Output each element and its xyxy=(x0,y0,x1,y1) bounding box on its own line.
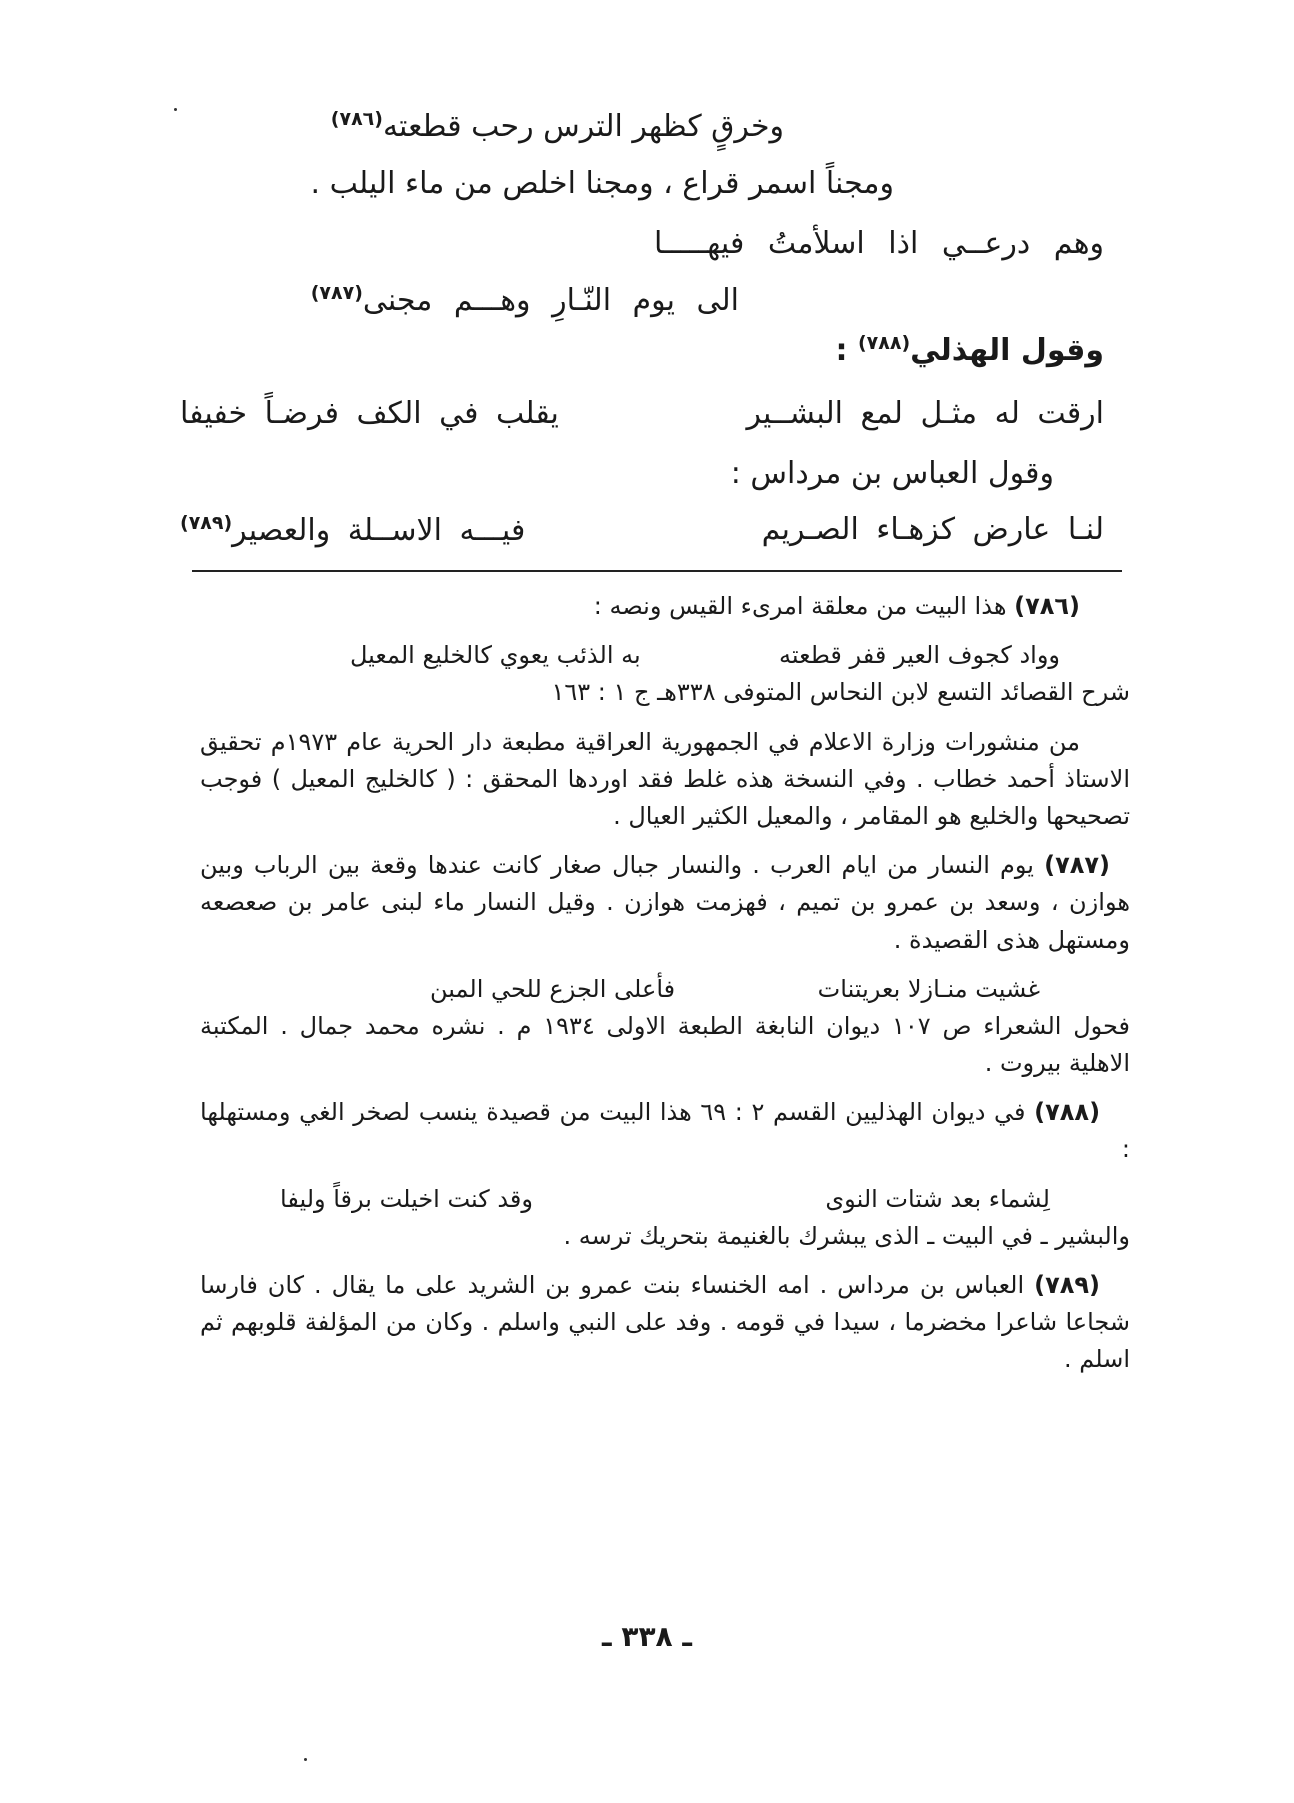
scan-speck xyxy=(174,108,177,111)
poem-line-5-tail: : xyxy=(835,333,858,368)
footnote-786 xyxy=(200,588,1130,625)
poem-line-8-hemistich-1: لنـا عارض كزهـاء الصـريم xyxy=(761,512,1104,547)
poem-line-6-hemistich-1: ارقت له مثـل لمع البشــير xyxy=(746,396,1104,431)
page-number: ـ ٣٣٨ ـ xyxy=(602,1620,692,1653)
footnote-788-verse-2: وقد كنت اخيلت برقاً وليفا xyxy=(280,1184,533,1213)
footnote-ref-787: (٧٨٧) xyxy=(310,282,363,304)
footnote-787-verse-2: فأعلى الجزع للحي المبن xyxy=(430,974,676,1003)
poem-line-7-text: وقول العباس بن مرداس : xyxy=(730,456,1054,491)
footnote-789 xyxy=(200,1267,1130,1379)
footnote-ref-788: (٧٨٨) xyxy=(857,332,911,354)
footnote-788-text: في ديوان الهذليين القسم ٢ : ٦٩ هذا البيت من قصيدة ينسب لصخر الغي ومستهلها : xyxy=(200,1098,1130,1164)
footnote-788-verse xyxy=(200,1181,1130,1218)
footnote-789-number: (٧٨٩) xyxy=(1034,1271,1100,1299)
poem-line-3 xyxy=(654,226,1104,262)
poem-line-6 xyxy=(180,396,1104,432)
poem-line-1-text: وخرقٍ كظهر الترس رحب قطعته xyxy=(382,109,784,144)
footnote-786-verse-1: وواد كجوف العير قفر قطعته xyxy=(779,641,1060,670)
footnote-787-number: (٧٨٧) xyxy=(1044,851,1110,880)
poem-line-8-hemistich-2 xyxy=(180,512,525,549)
footnote-788-verse-1: لِشماء بعد شتات النوى xyxy=(825,1184,1050,1213)
poem-line-8 xyxy=(180,512,1104,549)
footnote-787 xyxy=(200,847,1130,959)
footnote-788-number: (٧٨٨) xyxy=(1034,1098,1101,1127)
poem-line-2-text: ومجناً اسمر قراع ، ومجنا اخلص من ماء اليلب . xyxy=(310,166,894,201)
poem-line-4-text: الى يوم النّـارِ وهـــم مجنى xyxy=(362,283,739,318)
scan-speck xyxy=(304,1758,307,1761)
footnote-788-explanation: والبشير ـ في البيت ـ الذى يبشرك بالغنيمة بتحريك ترسه . xyxy=(563,1221,1130,1250)
poem-line-5 xyxy=(836,332,1105,369)
footnote-787-verse-1: غشيت منـازلا بعريتنات xyxy=(817,974,1040,1003)
footnote-ref-789: (٧٨٩) xyxy=(180,512,233,534)
footnote-ref-786: (٧٨٦) xyxy=(330,108,383,130)
poem-line-1 xyxy=(331,108,784,145)
footnote-788 xyxy=(200,1094,1130,1168)
footnote-787-verse xyxy=(200,971,1130,1008)
poem-line-5-text: وقول الهذلي xyxy=(910,333,1104,368)
poem-line-7 xyxy=(731,456,1054,492)
footnote-786-source: شرح القصائد التسع لابن النحاس المتوفى ٣٣٨هـ ج ١ : ١٦٣ xyxy=(551,678,1130,707)
poem-line-2 xyxy=(311,166,894,202)
poem-line-8-hemistich-2-text: فيـــه الاســلة والعصير xyxy=(232,513,526,548)
footnote-786-verse-2: به الذئب يعوي كالخليع المعيل xyxy=(350,641,641,670)
footnote-786-text: هذا البيت من معلقة امرىء القيس ونصه : xyxy=(593,592,1015,620)
footnote-divider xyxy=(192,570,1122,572)
footnote-789-text: العباس بن مرداس . امه الخنساء بنت عمرو بن الشريد على ما يقال . كان فارسا شجاعا شاعرا مخضرما ، سيدا في قومه . وفد على النبي واسلم . وكان من المؤلفة قلوبهم ثم اسلم . xyxy=(200,1271,1130,1374)
poem-line-6-hemistich-2: يقلب في الكف فرضـاً خفيفا xyxy=(180,396,559,431)
footnote-786-verse xyxy=(200,637,1130,674)
footnote-787-text: يوم النسار من ايام العرب . والنسار جبال صغار كانت عندها وقعة بين الرباب وبين هوازن ، وسعد بن عمرو بن تميم ، فهزمت هوازن . وقيل النسار ماء لبنى عامر بن صعصعه ومستهل هذى القصيدة . xyxy=(200,851,1130,954)
poem-line-4 xyxy=(311,282,739,319)
footnote-786-publication: من منشورات وزارة الاعلام في الجمهورية العراقية مطبعة دار الحرية عام ١٩٧٣م تحقيق الاستاذ أحمد خطاب . وفي النسخة هذه غلط فقد اوردها المحقق : ( كالخليج المعيل ) فوجب تصحيحها والخليع هو المقامر ، والمعيل الكثير العيال . xyxy=(200,727,1130,830)
footnotes xyxy=(200,588,1130,1391)
poem-line-3-text: وهم درعــي اذا اسلأمتُ فيهـــــا xyxy=(654,226,1104,261)
footnote-786-number: (٧٨٦) xyxy=(1014,592,1080,620)
footnote-787-source: فحول الشعراء ص ١٠٧ ديوان النابغة الطبعة الاولى ١٩٣٤ م . نشره محمد جمال . المكتبة الاهلية بيروت . xyxy=(200,1011,1131,1078)
